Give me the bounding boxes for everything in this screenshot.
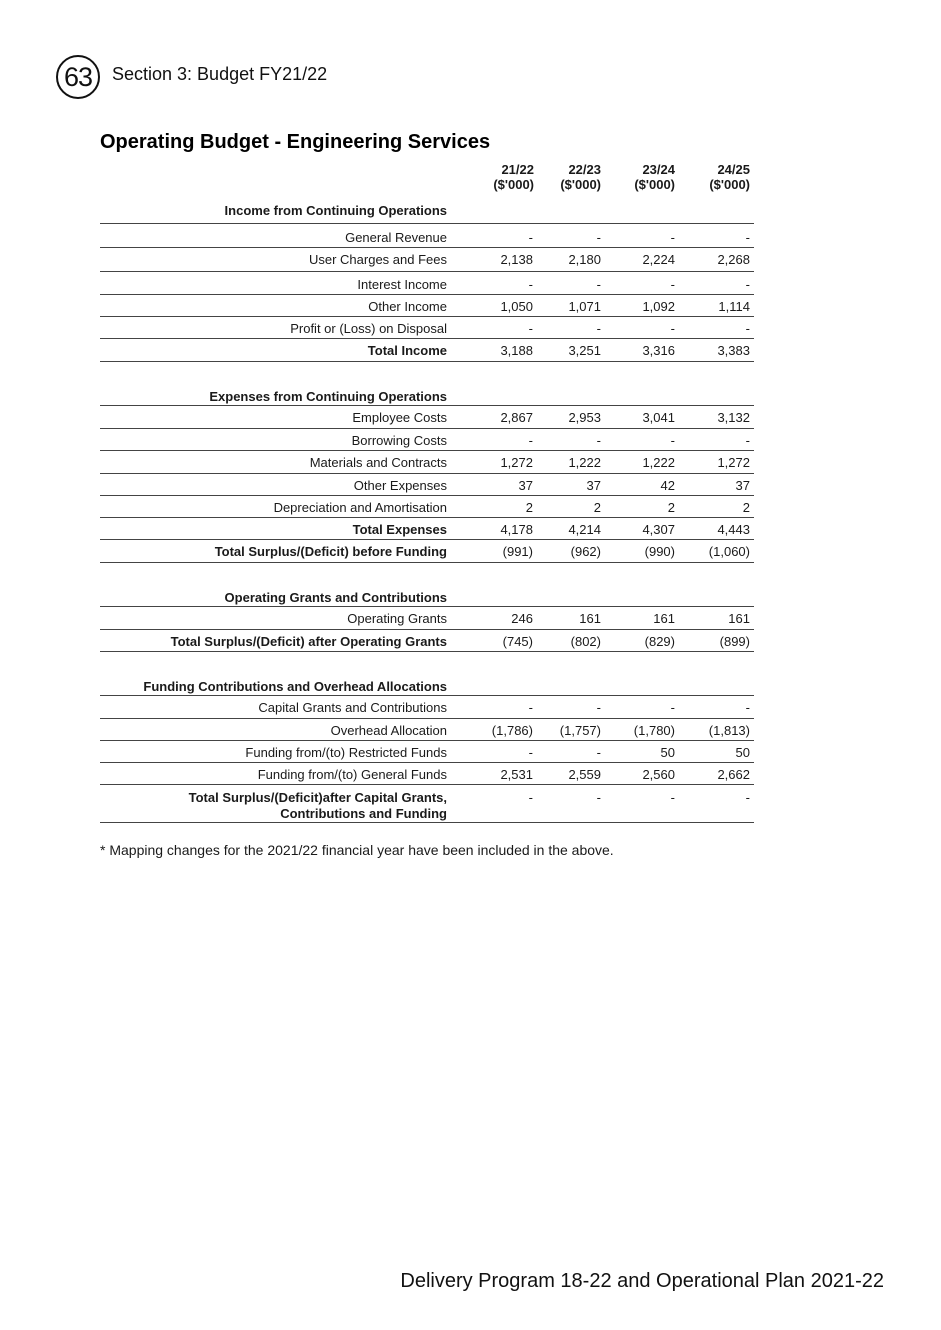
divider <box>100 539 754 540</box>
table-row <box>100 697 754 719</box>
value-2425: - <box>745 700 750 715</box>
divider <box>100 294 754 295</box>
row-label: Materials and Contracts <box>309 455 447 470</box>
divider <box>100 450 754 451</box>
value-2425: - <box>745 277 750 292</box>
row-label: General Revenue <box>345 230 447 245</box>
value-2122: - <box>528 433 533 448</box>
table-row <box>100 608 754 630</box>
value-2324: - <box>670 790 675 805</box>
table-row <box>100 497 754 519</box>
table-row <box>100 296 754 318</box>
total-row <box>100 340 754 362</box>
value-2324: (990) <box>644 544 675 559</box>
row-label: Total Surplus/(Deficit) after Operating Grants <box>170 634 447 649</box>
value-2122: 2 <box>525 500 533 515</box>
value-2324: 1,092 <box>642 299 675 314</box>
value-2425: 3,383 <box>717 343 750 358</box>
value-2223: - <box>596 745 601 760</box>
divider <box>100 428 754 429</box>
value-2425: 3,132 <box>717 410 750 425</box>
row-label: Borrowing Costs <box>351 433 447 448</box>
value-2425: 2,268 <box>717 252 750 267</box>
row-label: Total Surplus/(Deficit) before Funding <box>214 544 447 559</box>
divider <box>100 606 754 607</box>
divider <box>100 361 754 362</box>
table-row <box>100 764 754 786</box>
value-2425: 1,272 <box>717 455 750 470</box>
value-2425: 2 <box>742 500 750 515</box>
value-2122: 2,531 <box>500 767 533 782</box>
value-2324: 50 <box>660 745 675 760</box>
value-2122: 3,188 <box>500 343 533 358</box>
row-label: Depreciation and Amortisation <box>273 500 447 515</box>
value-2122: 1,272 <box>500 455 533 470</box>
value-2324: - <box>670 433 675 448</box>
value-2122: 37 <box>518 478 533 493</box>
value-2425: 2,662 <box>717 767 750 782</box>
budget-title: Operating Budget - Engineering Services <box>100 131 491 153</box>
value-2122: 4,178 <box>500 522 533 537</box>
divider <box>100 495 754 496</box>
divider <box>100 316 754 317</box>
value-2425: 37 <box>735 478 750 493</box>
value-2122: - <box>528 700 533 715</box>
value-2223: - <box>596 277 601 292</box>
value-2324: - <box>670 321 675 336</box>
value-2122: (745) <box>502 634 533 649</box>
grants-heading: Operating Grants and Contributions <box>224 590 447 605</box>
total-row <box>100 519 754 541</box>
value-2223: - <box>596 321 601 336</box>
divider <box>100 517 754 518</box>
value-2122: (1,786) <box>491 723 533 738</box>
divider <box>100 762 754 763</box>
value-2122: - <box>528 277 533 292</box>
value-2223: (962) <box>570 544 601 559</box>
column-unit: ($'000) <box>634 177 675 192</box>
column-unit: ($'000) <box>560 177 601 192</box>
column-unit: ($'000) <box>493 177 534 192</box>
table-row <box>100 452 754 474</box>
divider <box>100 405 754 406</box>
column-year: 22/23 <box>568 162 601 177</box>
value-2223: (1,757) <box>559 723 601 738</box>
divider <box>100 247 754 248</box>
divider <box>100 271 754 272</box>
divider <box>100 562 754 563</box>
document-footer: Delivery Program 18-22 and Operational Plan 2021-22 <box>400 1270 884 1292</box>
divider <box>100 223 754 224</box>
value-2425: (1,813) <box>708 723 750 738</box>
value-2223: - <box>596 700 601 715</box>
value-2425: 161 <box>728 611 750 626</box>
value-2324: - <box>670 230 675 245</box>
value-2324: (829) <box>644 634 675 649</box>
funding-heading: Funding Contributions and Overhead Allocations <box>143 679 447 694</box>
value-2324: 1,222 <box>642 455 675 470</box>
row-label: Operating Grants <box>347 611 447 626</box>
value-2425: 1,114 <box>718 299 750 314</box>
column-header-2324 <box>600 162 675 192</box>
row-label-line2: Contributions and Funding <box>280 806 447 821</box>
value-2324: - <box>670 277 675 292</box>
table-row <box>100 318 754 340</box>
value-2425: - <box>745 790 750 805</box>
divider <box>100 740 754 741</box>
total-row <box>100 631 754 653</box>
value-2122: - <box>528 230 533 245</box>
total-row <box>100 541 754 563</box>
value-2425: (1,060) <box>708 544 750 559</box>
row-label: Overhead Allocation <box>330 723 447 738</box>
value-2223: 3,251 <box>568 343 601 358</box>
column-year: 23/24 <box>642 162 675 177</box>
table-row <box>100 720 754 742</box>
value-2122: 1,050 <box>500 299 533 314</box>
value-2425: - <box>745 321 750 336</box>
column-header-2425 <box>675 162 750 192</box>
value-2122: - <box>528 790 533 805</box>
value-2223: 2,953 <box>568 410 601 425</box>
divider <box>100 822 754 823</box>
value-2122: - <box>528 321 533 336</box>
table-row <box>100 407 754 429</box>
value-2223: - <box>596 230 601 245</box>
income-heading: Income from Continuing Operations <box>224 203 447 218</box>
footnote: * Mapping changes for the 2021/22 financial year have been included in the above. <box>100 842 614 858</box>
row-label <box>100 790 447 822</box>
column-header-2223 <box>526 162 601 192</box>
value-2122: 2,138 <box>500 252 533 267</box>
row-label: Total Income <box>367 343 447 358</box>
value-2425: - <box>745 230 750 245</box>
value-2324: 3,041 <box>642 410 675 425</box>
divider <box>100 651 754 652</box>
column-year: 21/22 <box>501 162 534 177</box>
value-2324: 4,307 <box>642 522 675 537</box>
divider <box>100 784 754 785</box>
table-row <box>100 249 754 271</box>
value-2324: - <box>670 700 675 715</box>
row-label: Other Income <box>368 299 447 314</box>
divider <box>100 718 754 719</box>
row-label: User Charges and Fees <box>308 252 447 267</box>
table-row <box>100 430 754 452</box>
column-header-2122 <box>459 162 534 192</box>
table-row <box>100 227 754 249</box>
table-row <box>100 274 754 296</box>
value-2223: 1,222 <box>568 455 601 470</box>
value-2324: 2,560 <box>642 767 675 782</box>
value-2324: 3,316 <box>642 343 675 358</box>
divider <box>100 629 754 630</box>
value-2324: 161 <box>653 611 675 626</box>
row-label: Funding from/(to) General Funds <box>257 767 447 782</box>
section-title: Section 3: Budget FY21/22 <box>112 64 328 84</box>
value-2223: 4,214 <box>568 522 601 537</box>
column-unit: ($'000) <box>709 177 750 192</box>
value-2122: - <box>528 745 533 760</box>
table-row <box>100 475 754 497</box>
value-2223: 1,071 <box>568 299 601 314</box>
value-2223: 37 <box>586 478 601 493</box>
column-year: 24/25 <box>717 162 750 177</box>
table-row <box>100 742 754 764</box>
value-2324: 2,224 <box>642 252 675 267</box>
value-2223: - <box>596 790 601 805</box>
expenses-heading: Expenses from Continuing Operations <box>209 389 447 404</box>
value-2122: 246 <box>511 611 533 626</box>
row-label: Total Expenses <box>352 522 447 537</box>
row-label-line1: Total Surplus/(Deficit)after Capital Grants, <box>188 790 447 805</box>
value-2223: 2 <box>593 500 601 515</box>
row-label: Funding from/(to) Restricted Funds <box>245 745 447 760</box>
value-2223: (802) <box>570 634 601 649</box>
value-2324: 2 <box>667 500 675 515</box>
value-2223: - <box>596 433 601 448</box>
value-2122: (991) <box>502 544 533 559</box>
value-2223: 2,180 <box>568 252 601 267</box>
row-label: Other Expenses <box>353 478 447 493</box>
value-2324: 42 <box>660 478 675 493</box>
divider <box>100 473 754 474</box>
value-2223: 2,559 <box>568 767 601 782</box>
row-label: Profit or (Loss) on Disposal <box>290 321 447 336</box>
value-2425: (899) <box>719 634 750 649</box>
value-2223: 161 <box>579 611 601 626</box>
page-number: 63 <box>56 55 100 99</box>
row-label: Employee Costs <box>352 410 447 425</box>
row-label: Interest Income <box>357 277 447 292</box>
value-2122: 2,867 <box>500 410 533 425</box>
value-2425: 4,443 <box>717 522 750 537</box>
row-label: Capital Grants and Contributions <box>258 700 447 715</box>
divider <box>100 695 754 696</box>
value-2324: (1,780) <box>633 723 675 738</box>
value-2425: 50 <box>735 745 750 760</box>
divider <box>100 338 754 339</box>
value-2425: - <box>745 433 750 448</box>
